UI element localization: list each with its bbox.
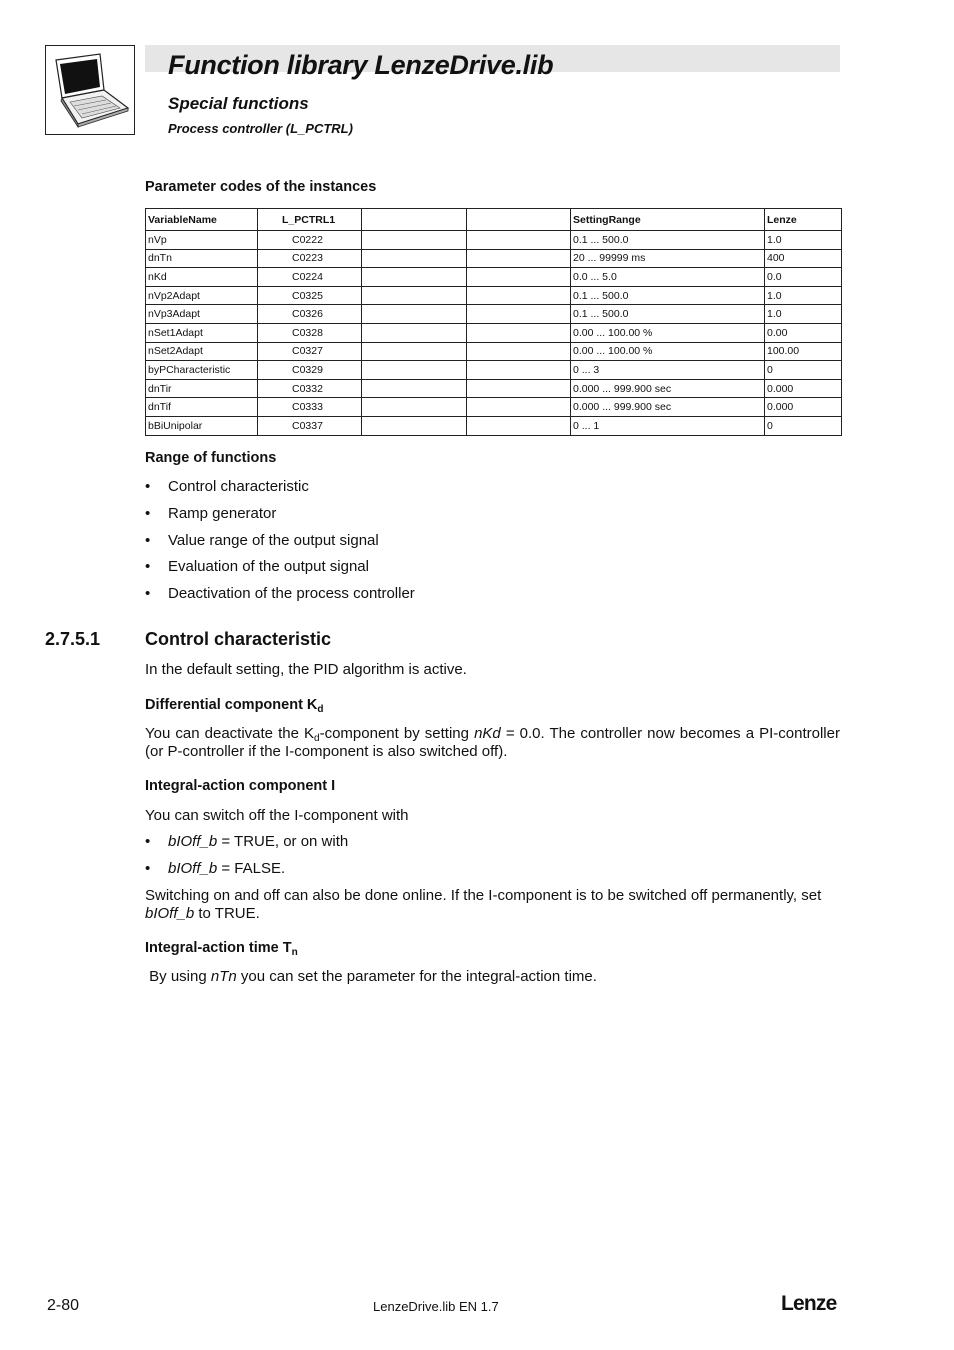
parameter-table [145, 208, 842, 436]
table-cell [467, 305, 571, 324]
table-cell [362, 249, 467, 268]
table-cell: 0.0 ... 5.0 [571, 268, 765, 287]
table-cell [467, 286, 571, 305]
param-heading: Parameter codes of the instances [145, 179, 377, 195]
document-id: LenzeDrive.lib EN 1.7 [373, 1299, 499, 1314]
table-row [146, 416, 842, 435]
list-item: • Control characteristic [145, 478, 309, 495]
section-title: Control characteristic [145, 629, 332, 649]
table-row [146, 231, 842, 250]
table-row [146, 286, 842, 305]
list-item: • Evaluation of the output signal [145, 558, 369, 575]
integral-intro: You can switch off the I-component with [145, 807, 409, 824]
table-row [146, 342, 842, 361]
table-cell: 0.1 ... 500.0 [571, 286, 765, 305]
table-cell: bBiUnipolar [146, 416, 258, 435]
section-subtitle: Process controller (L_PCTRL) [168, 121, 353, 136]
table-row [146, 361, 842, 380]
table-cell [467, 342, 571, 361]
table-row [146, 249, 842, 268]
table-cell [467, 361, 571, 380]
table-cell: C0222 [258, 231, 362, 250]
range-list [145, 478, 415, 612]
table-cell: nVp [146, 231, 258, 250]
table-cell: 400 [765, 249, 842, 268]
table-header-row [146, 209, 842, 231]
page-title: Function library LenzeDrive.lib [168, 50, 554, 80]
table-header-cell: L_PCTRL1 [258, 209, 362, 231]
table-cell: nSet2Adapt [146, 342, 258, 361]
table-cell [467, 379, 571, 398]
range-heading: Range of functions [145, 450, 277, 466]
table-cell: C0329 [258, 361, 362, 380]
table-cell: nVp3Adapt [146, 305, 258, 324]
table-cell: C0325 [258, 286, 362, 305]
table-cell: 0.000 ... 999.900 sec [571, 398, 765, 417]
table-cell: 0.1 ... 500.0 [571, 305, 765, 324]
table-cell: 0.00 ... 100.00 % [571, 342, 765, 361]
table-cell [467, 249, 571, 268]
table-cell: 1.0 [765, 305, 842, 324]
table-cell [362, 323, 467, 342]
table-cell: 0.00 ... 100.00 % [571, 323, 765, 342]
integral-list [145, 833, 348, 887]
table-cell: byPCharacteristic [146, 361, 258, 380]
laptop-icon [46, 46, 134, 134]
time-paragraph: By using nTn you can set the parameter for the integral-action time. [145, 968, 597, 985]
integral-heading: Integral-action component I [145, 778, 336, 794]
table-cell [467, 268, 571, 287]
table-row [146, 323, 842, 342]
table-cell [362, 416, 467, 435]
list-item: • Deactivation of the process controller [145, 585, 415, 602]
table-row [146, 379, 842, 398]
table-cell: 1.0 [765, 231, 842, 250]
table-cell: 0.1 ... 500.0 [571, 231, 765, 250]
table-cell: C0224 [258, 268, 362, 287]
table-cell: dnTif [146, 398, 258, 417]
table-cell [362, 361, 467, 380]
table-cell [362, 342, 467, 361]
table-cell: C0333 [258, 398, 362, 417]
table-cell: nSet1Adapt [146, 323, 258, 342]
table-cell [467, 323, 571, 342]
table-cell: 0.000 [765, 379, 842, 398]
table-header-cell [362, 209, 467, 231]
chapter-logo [45, 45, 135, 135]
table-cell: C0223 [258, 249, 362, 268]
section-number: 2.7.5.1 [45, 629, 101, 649]
diff-paragraph: You can deactivate the $K_d$-component by setting nKd = 0.0. The controller now becomes a PI-controller (or P-controller if the I-component is also switched off). [145, 725, 840, 760]
table-cell [362, 398, 467, 417]
diff-heading: Differential component $K_d$ [145, 697, 324, 715]
table-row [146, 268, 842, 287]
table-cell: nKd [146, 268, 258, 287]
table-cell [467, 398, 571, 417]
table-cell: C0337 [258, 416, 362, 435]
table-header-cell: VariableName [146, 209, 258, 231]
table-cell [467, 231, 571, 250]
table-cell: C0328 [258, 323, 362, 342]
chapter-subtitle: Special functions [168, 94, 309, 113]
table-cell: C0326 [258, 305, 362, 324]
table-cell: 0 [765, 361, 842, 380]
integral-paragraph: Switching on and off can also be done online. If the I-component is to be switched off permanently, set bIOff_b to TRUE. [145, 887, 822, 922]
table-cell: 0.0 [765, 268, 842, 287]
list-item: • bIOff_b = TRUE, or on with [145, 833, 349, 850]
table-cell [362, 268, 467, 287]
table-header-cell: SettingRange [571, 209, 765, 231]
table-cell [362, 305, 467, 324]
table-row [146, 305, 842, 324]
list-item: • bIOff_b = FALSE. [145, 860, 286, 877]
table-cell: 1.0 [765, 286, 842, 305]
table-header-cell [467, 209, 571, 231]
table-cell: 0.000 ... 999.900 sec [571, 379, 765, 398]
table-cell [467, 416, 571, 435]
table-cell: dnTn [146, 249, 258, 268]
table-cell: C0327 [258, 342, 362, 361]
table-cell [362, 379, 467, 398]
table-cell: C0332 [258, 379, 362, 398]
table-cell: 0.00 [765, 323, 842, 342]
section-intro: In the default setting, the PID algorithm is active. [145, 661, 467, 678]
table-cell: 0.000 [765, 398, 842, 417]
time-heading: Integral-action time $T_n$ [145, 940, 298, 958]
table-cell: 0 ... 3 [571, 361, 765, 380]
table-cell [362, 231, 467, 250]
brand-logo: Lenze [781, 1292, 837, 1315]
table-cell: 20 ... 99999 ms [571, 249, 765, 268]
list-item: • Value range of the output signal [145, 532, 379, 549]
table-cell: dnTir [146, 379, 258, 398]
table-cell [362, 286, 467, 305]
page-number: 2-80 [47, 1297, 80, 1314]
table-cell: nVp2Adapt [146, 286, 258, 305]
table-header-cell: Lenze [765, 209, 842, 231]
table-cell: 0 ... 1 [571, 416, 765, 435]
table-row [146, 398, 842, 417]
list-item: • Ramp generator [145, 505, 277, 522]
table-cell: 100.00 [765, 342, 842, 361]
table-cell: 0 [765, 416, 842, 435]
